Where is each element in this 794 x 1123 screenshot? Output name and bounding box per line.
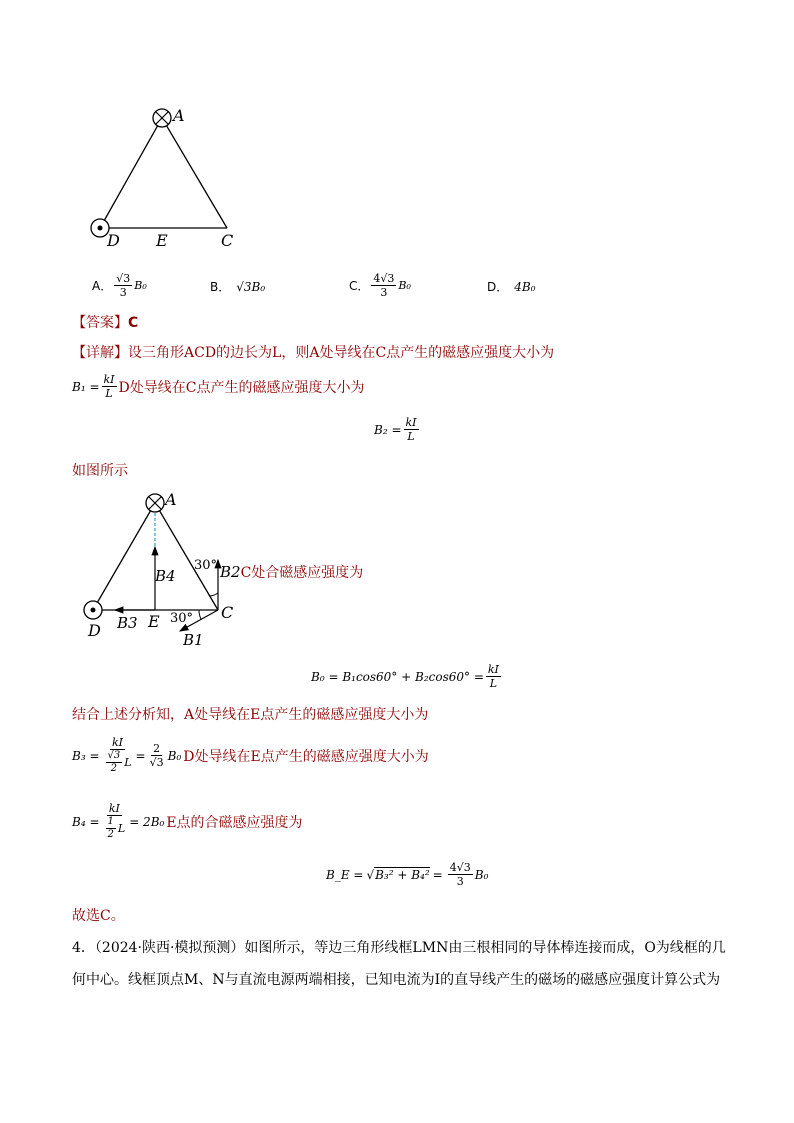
equation-b1: B₁ = $\frac{kI}{L}$ D处导线在C点产生的磁感应强度大小为 [72,373,365,400]
option-a-fraction: $\frac{√3}{3}$ [116,272,131,299]
fig2-label-b2: B2 [220,563,241,581]
current-into-page-icon [146,494,164,512]
current-out-of-page-icon [84,601,102,619]
equation-b4: B₄ = kI $\frac{1}{2}$ L = 2B₀ E点的合磁感应强度为 [72,802,303,840]
fig2-angle-top: 30° [194,558,218,573]
detail-line-4: C处合磁感应强度为 [240,565,364,581]
detail-line-5: 结合上述分析知，A处导线在E点产生的磁感应强度大小为 [72,707,429,723]
equation-be: B_E = √ B₃² + B₄² = $\frac{4√3}{3}$ B₀ [326,861,489,888]
option-b[interactable]: B． √3B₀ [210,279,266,294]
conclusion: 故选C。 [72,908,125,924]
fig2-angle-bottom: 30° [170,611,194,626]
question-4-line-1: 4．（2024·陕西·模拟预测）如图所示，等边三角形线框LMN由三根相同的导体棒连接而成，O为线框的几 [72,940,726,956]
detail-line-1: 【详解】设三角形ACD的边长为L，则A处导线在C点产生的磁感应强度大小为 [72,345,555,361]
option-c-fraction: $\frac{4√3}{3}$ [373,272,395,299]
equation-b2: B₂ = $\frac{kI}{L}$ [374,416,417,443]
fig2-vertex-d: D [88,621,101,640]
fig2-b2-and-line-4 [220,562,363,582]
detail-line-7: E点的合磁感应强度为 [166,814,303,831]
answer-tag: 【答案】 [72,315,128,331]
option-a[interactable]: A． $\frac{√3}{3}$ B₀ [92,272,147,299]
answer-line [72,313,138,333]
fig2-vertex-c: C [221,603,234,622]
current-into-page-icon [153,109,171,127]
question-4-line-2: 何中心。线框顶点M、N与直流电源两端相接，已知电流为I的直导线产生的磁场的磁感应强度计算公式为 [72,972,721,988]
equation-b0: B₀ = B₁cos60° + B₂cos60° = $\frac{kI}{L}$ [311,663,499,690]
vertex-label-d: D [107,231,120,250]
fig2-point-e: E [148,612,160,631]
fig2-label-b3: B3 [117,614,138,632]
answer-value: C [128,315,139,331]
fig2-label-b1: B1 [183,631,204,649]
vertex-label-a: A [173,106,185,125]
detail-tag: 【详解】 [72,345,128,361]
detail-line-6: D处导线在E点产生的磁感应强度大小为 [183,748,429,765]
vertex-label-c: C [221,231,234,250]
option-c[interactable]: C． $\frac{4√3}{3}$ B₀ [349,272,411,299]
point-label-e: E [156,231,168,250]
fig2-label-b4: B4 [155,567,176,585]
option-d[interactable]: D． 4B₀ [487,279,536,294]
detail-line-3: 如图所示 [72,463,128,479]
fig2-vertex-a: A [165,490,177,509]
detail-line-2: D处导线在C点产生的磁感应强度大小为 [118,379,365,396]
equation-b3: B₃ = kI $\frac{√3}{2}$ L = $\frac{2}{√3}$ B₀ D处导线在E点产生的磁感应强度大小为 [72,736,429,774]
